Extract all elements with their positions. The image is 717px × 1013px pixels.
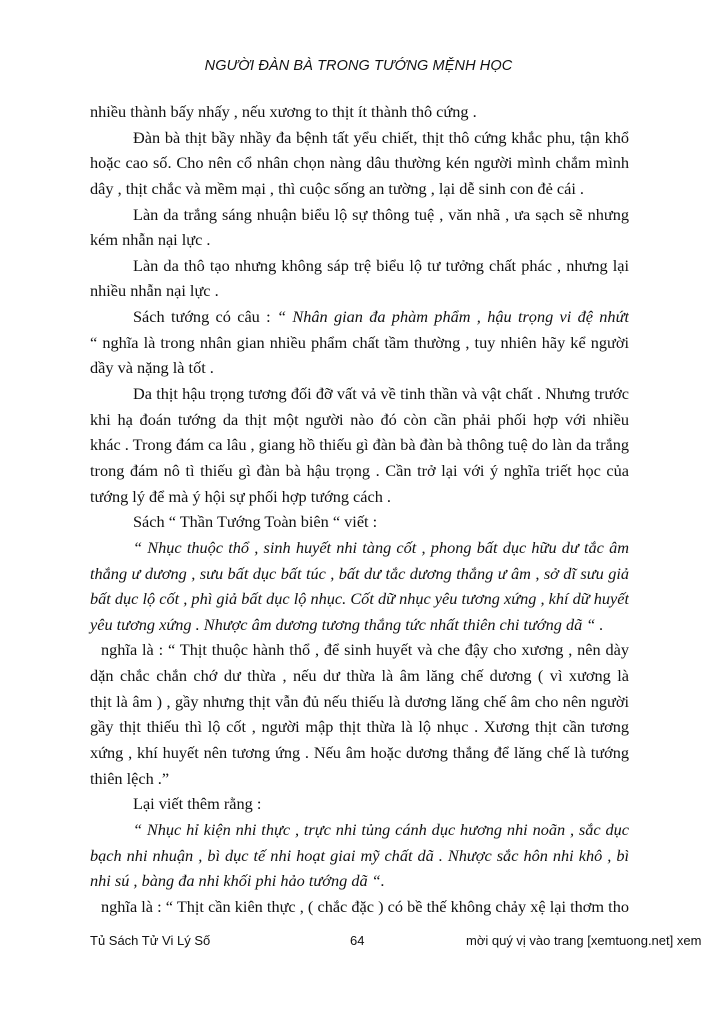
body-text: nghĩa là : “ Thịt cần kiên thực , ( chắc đặc ) có bề thế không chảy xệ lại thơm tho [101,896,629,916]
text-line [90,714,629,740]
page-number: 64 [350,933,365,948]
body-text: thịt là âm ) , gầy nhưng thịt vẫn đủ nếu thiếu là dương lăng chế âm cho nên người [90,691,629,711]
text-line [90,612,629,638]
body-text: Sách “ Thần Tướng Toàn biên “ viết : [133,512,378,532]
quoted-text: “ Nhục hỉ kiện nhi thực , trực nhi tủng cánh dục hương nhi noãn , sắc dục [133,819,629,839]
body-text: trong đám nô tì thiếu gì đàn bà hậu trọng . Cần trở lại với ý nghĩa triết học của [90,460,629,480]
body-text: thiên lệch .” [90,768,170,788]
body-text: hoặc cao số. Cho nên cổ nhân chọn nàng dâu thường kén người mình chắm mình [90,153,629,173]
footer-website-note: mời quý vị vào trang [xemtuong.net] xem [466,933,702,948]
footer-book-title: Tủ Sách Tử Vi Lý Số [90,933,211,948]
body-text: Làn da thô tạo nhưng không sáp trệ biểu lộ tư tưởng chất phác , nhưng lại [133,255,629,275]
text-line [90,663,629,689]
text-line [90,817,629,843]
body-text: nghĩa là : “ Thịt thuộc hành thổ , để sinh huyết và che đậy cho xương , nên dày [101,640,629,660]
quoted-text: bạch nhi nhuận , bì dục tế nhi hoạt giai mỹ chất dã . Nhược sắc hôn nhi khô , bì [90,845,629,865]
text-line [90,740,629,766]
body-text: Đàn bà thịt bầy nhầy đa bệnh tất yểu chiết, thịt thô cứng khắc phu, tận khổ [133,127,629,147]
quoted-text: thắng ư dương , sưu bất dục bất túc , bất dư tắc dương thắng ư âm , sở dĩ sưu giả [90,563,629,583]
text-line [90,561,629,587]
text-line [90,381,629,407]
body-text: “ nghĩa là trong nhân gian nhiều phẩm chất tầm thường , tuy nhiên hãy kể người [90,332,629,352]
text-line [90,868,629,894]
body-text: nhiều thành bấy nhấy , nếu xương to thịt ít thành thô cứng . [90,102,477,121]
text-line [90,253,629,279]
body-text: Sách tướng có câu : [133,307,277,327]
body-text: nhiều nhẫn nại lực . [90,281,219,301]
text-line [90,227,629,253]
running-header: NGƯỜI ĐÀN BÀ TRONG TƯỚNG MỆNH HỌC [204,58,513,74]
body-text: gầy thịt thiếu thì lộ cốt , người mập thịt thừa là lộ nhục . Xương thịt cần tương [90,717,629,737]
text-line [90,791,629,817]
text-line [90,99,629,125]
text-line [90,150,629,176]
text-line [90,586,629,612]
body-text: dặn chắc chắn chớ dư thừa , nếu dư thừa là âm lăng chế dương ( vì xương là [90,666,629,686]
text-line [90,689,629,715]
text-line [90,355,629,381]
text-line [90,202,629,228]
body-text: Da thịt hậu trọng tương đối đỡ vất vả về tinh thần và vật chất . Nhưng trước [133,384,629,404]
text-line [90,843,629,869]
text-line [90,458,629,484]
body-text: khi hạ đoán tướng da thịt một người nào đó còn cần phải phối hợp với nhiều [90,409,629,429]
text-line [90,535,629,561]
page-body [90,99,629,920]
text-line [90,432,629,458]
text-line [90,484,629,510]
body-text: dây , thịt chắc và mềm mại , thì cuộc sống an tường , lại dễ sinh con đẻ cái . [90,178,584,198]
quoted-text: “ Nhân gian đa phàm phẩm , hậu trọng vi đệ nhứt [276,307,629,327]
body-text: khác . Trong đám ca lâu , giang hồ thiếu gì đàn bà đàn bà thông tuệ do làn da trắng [90,435,629,455]
quoted-text: bất dục lộ cốt , phì giả bất dục lộ nhục. Cốt dữ nhục yêu tương xứng , khí dữ huyết [90,589,629,609]
text-line [90,407,629,433]
body-text: tướng lý để mà ý hội sự phối hợp tướng cách . [90,486,392,506]
text-line [90,894,629,920]
body-text: dầy và nặng là tốt . [90,358,214,378]
text-line [90,278,629,304]
body-text: Lại viết thêm rằng : [133,794,262,814]
text-line [90,125,629,151]
quoted-text: nhi sú , bàng đa nhi khối phi hảo tướng dã “. [90,871,385,891]
body-text: kém nhẫn nại lực . [90,230,211,250]
text-line [90,330,629,356]
text-line [90,304,629,330]
quoted-text: “ Nhục thuộc thổ , sinh huyết nhi tàng cốt , phong bất dục hữu dư tắc âm [133,537,629,557]
text-line [90,176,629,202]
body-text: Làn da trắng sáng nhuận biểu lộ sự thông tuệ , văn nhã , ưa sạch sẽ nhưng [133,204,629,224]
body-text: xứng , khí huyết nên tương ứng . Nếu âm hoặc dương thắng để lăng chế là tướng [90,743,629,763]
quoted-text: yêu tương xứng . Nhược âm dương tương thắng tức nhất thiên chi tướng dã “ . [90,614,604,634]
text-line [90,637,629,663]
text-line [90,766,629,792]
text-line [90,509,629,535]
